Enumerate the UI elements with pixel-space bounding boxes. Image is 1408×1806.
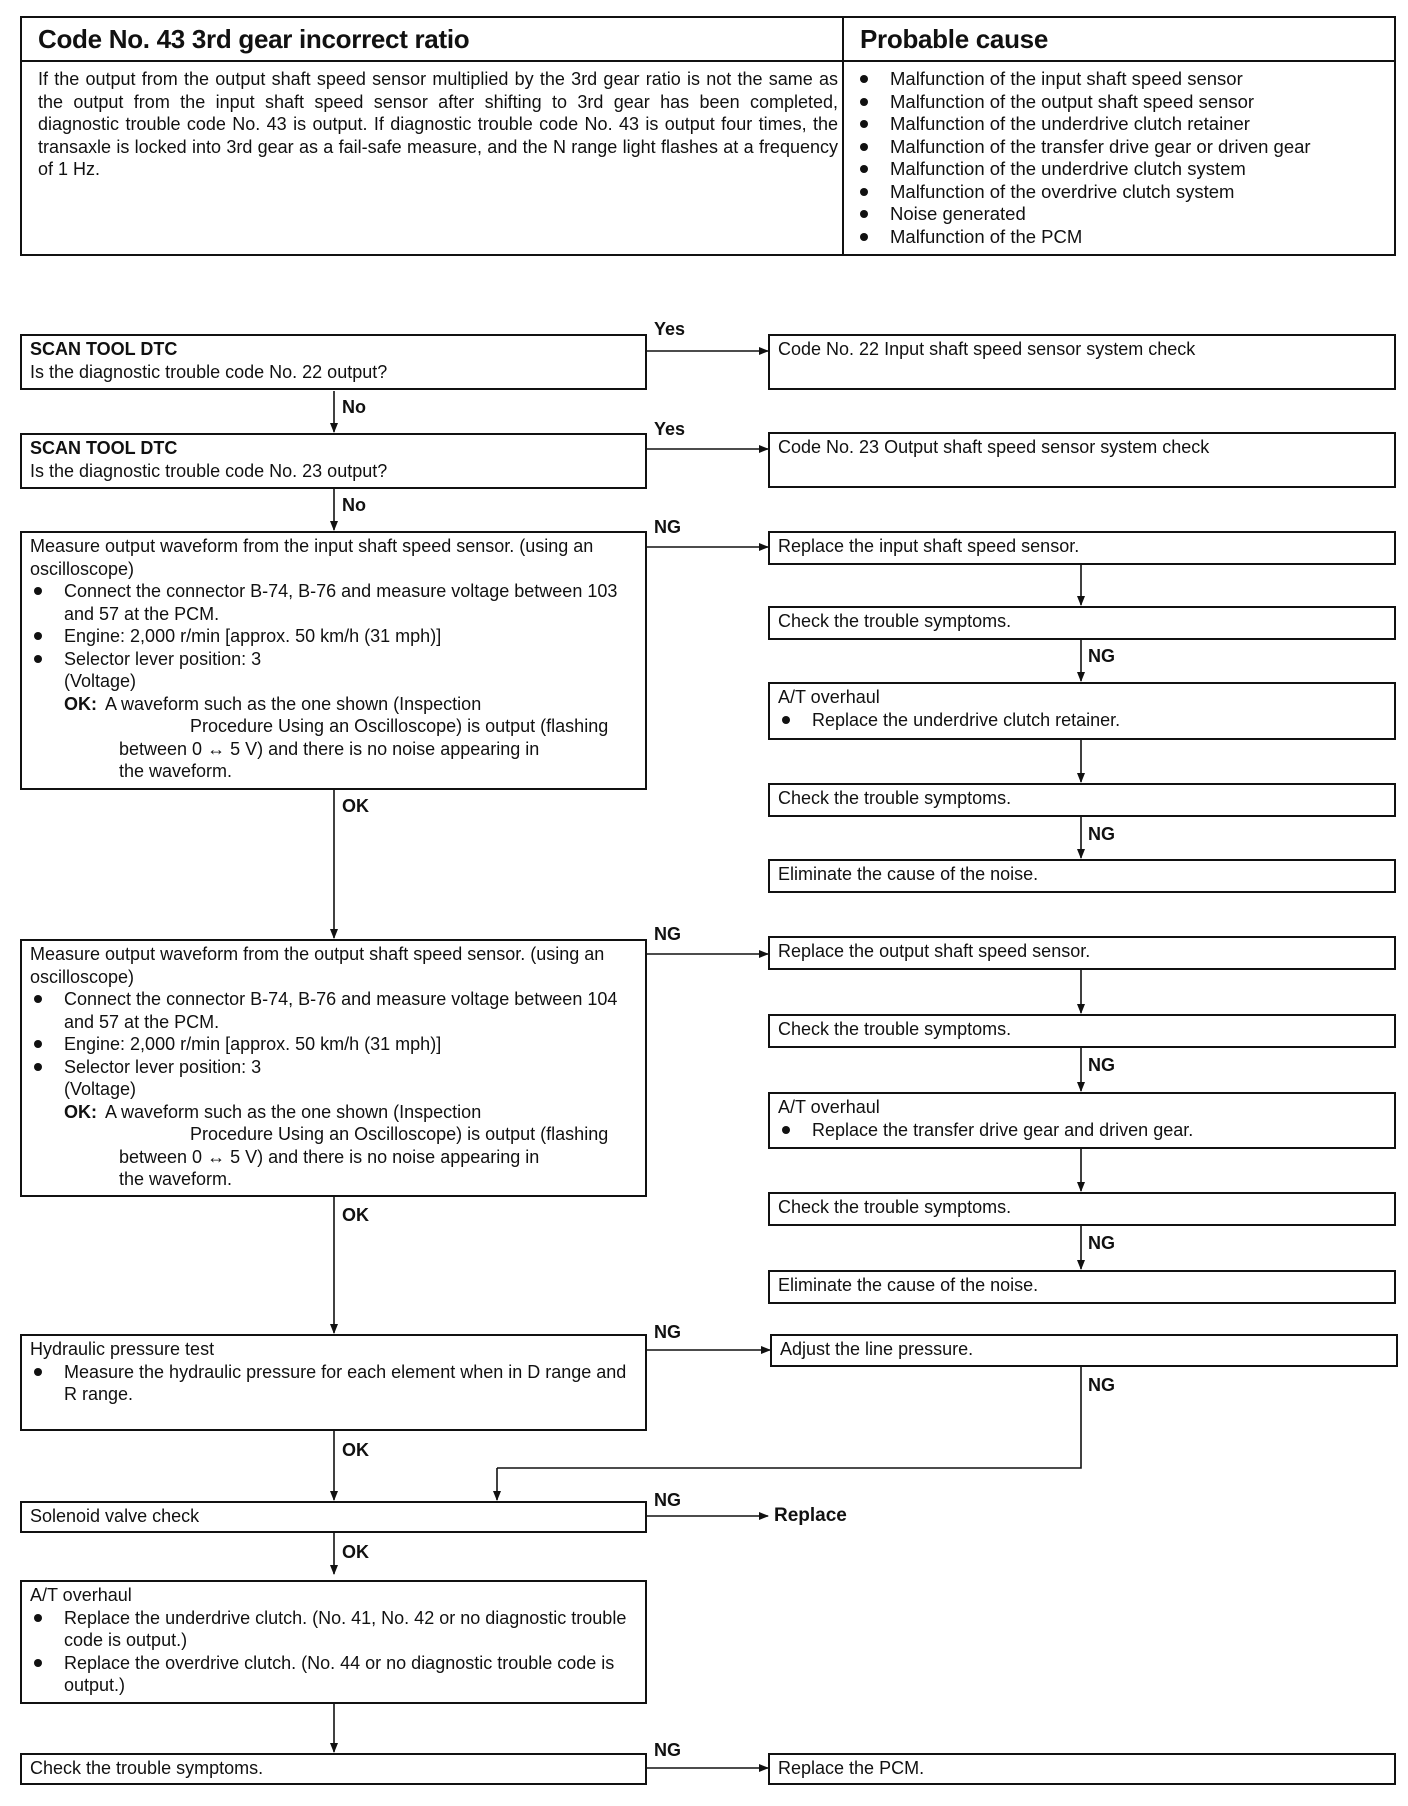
check-symptoms-text: Check the trouble symptoms. (778, 1019, 1012, 1039)
adjust-line-pressure-box (770, 1334, 1398, 1367)
ok-criteria (30, 1101, 637, 1124)
eliminate-noise-text: Eliminate the cause of the noise. (778, 1275, 1039, 1295)
voltage-label: (Voltage) (64, 671, 137, 691)
overhaul-item: Replace the underdrive clutch. (No. 41, No. 42 or no diagnostic trouble code is output.) (30, 1607, 637, 1652)
ng-label: NG (654, 517, 681, 537)
scan23-question: Is the diagnostic trouble code No. 23 output? (30, 460, 388, 481)
adjust-line-pressure-text: Adjust the line pressure. (780, 1339, 974, 1359)
cause-item: Malfunction of the input shaft speed sensor (856, 68, 1394, 91)
check-symptoms-text: Check the trouble symptoms. (778, 611, 1012, 631)
ok-criteria-label: OK: (64, 1101, 97, 1122)
ok-criteria-text: the waveform. (119, 761, 233, 781)
ng-label: NG (654, 924, 681, 944)
replace-input-sensor-text: Replace the input shaft speed sensor. (778, 536, 1080, 556)
check-symptoms-box (768, 606, 1396, 640)
no-label: No (342, 397, 366, 417)
eliminate-noise-box (768, 1270, 1396, 1304)
scan22-question: Is the diagnostic trouble code No. 22 output? (30, 361, 388, 382)
condition-item: Selector lever position: 3 (30, 1056, 637, 1079)
ok-criteria-text: A waveform such as the one shown (Inspection (105, 1101, 482, 1122)
check-symptoms-text: Check the trouble symptoms. (778, 788, 1012, 808)
hydraulic-title: Hydraulic pressure test (30, 1339, 215, 1359)
cause-item: Malfunction of the transfer drive gear or driven gear (856, 136, 1394, 159)
scan23-title: SCAN TOOL DTC (30, 438, 178, 458)
replace-input-sensor-box (768, 531, 1396, 565)
cause-item: Noise generated (856, 203, 1394, 226)
ok-label: OK (342, 1205, 369, 1225)
ng-label: NG (1088, 1233, 1115, 1253)
cause-item: Malfunction of the PCM (856, 226, 1394, 249)
solenoid-valve-check-text: Solenoid valve check (30, 1506, 200, 1526)
check-symptoms-box (768, 1014, 1396, 1048)
yes-label: Yes (654, 419, 686, 439)
ng-label: NG (654, 1322, 681, 1342)
ok-criteria-text: between 0 ↔ 5 V) and there is no noise appearing in (119, 738, 540, 759)
ng-label: NG (1088, 1055, 1115, 1075)
code23-check-box (768, 432, 1396, 488)
at-overhaul-final-box (20, 1580, 647, 1704)
input-waveform-conditions (30, 580, 637, 670)
yes-label: Yes (654, 319, 686, 339)
cause-item: Malfunction of the underdrive clutch retainer (856, 113, 1394, 136)
ok-criteria-text: Procedure Using an Oscilloscope) is output (flashing (190, 716, 609, 736)
code-title: Code No. 43 3rd gear incorrect ratio (22, 18, 842, 62)
check-symptoms-box (768, 1192, 1396, 1226)
hydraulic-pressure-test-box (20, 1334, 647, 1431)
ng-label: NG (654, 1490, 681, 1510)
cause-item: Malfunction of the underdrive clutch system (856, 158, 1394, 181)
ok-label: OK (342, 1542, 369, 1562)
condition-item: Connect the connector B-74, B-76 and measure voltage between 104 and 57 at the PCM. (30, 988, 637, 1033)
solenoid-valve-check-box (20, 1501, 647, 1533)
replace-pcm-text: Replace the PCM. (778, 1758, 925, 1778)
ok-label: OK (342, 1440, 369, 1460)
ng-label: NG (1088, 824, 1115, 844)
at-overhaul-box (768, 1092, 1396, 1149)
ok-criteria-label: OK: (64, 693, 97, 714)
ok-criteria-text: A waveform such as the one shown (Inspection (105, 693, 482, 714)
scan-tool-dtc-22-box (20, 334, 647, 390)
input-waveform-box (20, 531, 647, 790)
code22-check-text: Code No. 22 Input shaft speed sensor system check (778, 339, 1196, 359)
check-symptoms-text: Check the trouble symptoms. (778, 1197, 1012, 1217)
check-symptoms-text: Check the trouble symptoms. (30, 1758, 264, 1778)
code-description: If the output from the output shaft speed sensor multiplied by the 3rd gear ratio is not the same as the output from the input shaft speed sensor after shifting to 3rd gear has been completed, diagnostic trouble code No. 43 is output. If diagnostic trouble code No. 43 is output four times, the transaxle is locked into 3rd gear as a fail-safe measure, and the N range light flashes at a frequency of 1 Hz. (38, 69, 838, 179)
ng-label: NG (1088, 1375, 1115, 1395)
ok-criteria-text: between 0 ↔ 5 V) and there is no noise appearing in (119, 1146, 540, 1167)
output-waveform-box (20, 939, 647, 1197)
hydraulic-item: Measure the hydraulic pressure for each element when in D range and R range. (30, 1361, 637, 1406)
scan-tool-dtc-23-box (20, 433, 647, 489)
ng-label: NG (1088, 646, 1115, 666)
cause-item: Malfunction of the overdrive clutch system (856, 181, 1394, 204)
overhaul-item: Replace the underdrive clutch retainer. (778, 709, 1386, 732)
replace-output-sensor-box (768, 936, 1396, 970)
ok-criteria-text: Procedure Using an Oscilloscope) is output (flashing (190, 1124, 609, 1144)
eliminate-noise-text: Eliminate the cause of the noise. (778, 864, 1039, 884)
condition-item: Selector lever position: 3 (30, 648, 637, 671)
overhaul-item: Replace the transfer drive gear and driven gear. (778, 1119, 1386, 1142)
ok-criteria (30, 693, 637, 716)
scan22-title: SCAN TOOL DTC (30, 339, 178, 359)
ng-label: NG (654, 1740, 681, 1760)
at-overhaul-title: A/T overhaul (778, 1097, 880, 1117)
ok-label: OK (342, 796, 369, 816)
replace-label: Replace (774, 1505, 847, 1526)
condition-item: Engine: 2,000 r/min [approx. 50 km/h (31 mph)] (30, 1033, 637, 1056)
replace-pcm-box (768, 1753, 1396, 1785)
condition-item: Engine: 2,000 r/min [approx. 50 km/h (31 mph)] (30, 625, 637, 648)
output-waveform-conditions (30, 988, 637, 1078)
voltage-label: (Voltage) (64, 1079, 137, 1099)
at-overhaul-box (768, 682, 1396, 740)
input-waveform-title: Measure output waveform from the input shaft speed sensor. (using an oscilloscope) (30, 536, 594, 579)
probable-cause-title: Probable cause (844, 18, 1394, 62)
code23-check-text: Code No. 23 Output shaft speed sensor system check (778, 437, 1210, 457)
code22-check-box (768, 334, 1396, 390)
no-label: No (342, 495, 366, 515)
cause-item: Malfunction of the output shaft speed sensor (856, 91, 1394, 114)
at-overhaul-title: A/T overhaul (778, 687, 880, 707)
output-waveform-title: Measure output waveform from the output shaft speed sensor. (using an oscilloscope) (30, 944, 605, 987)
condition-item: Connect the connector B-74, B-76 and measure voltage between 103 and 57 at the PCM. (30, 580, 637, 625)
at-overhaul-title: A/T overhaul (30, 1585, 132, 1605)
eliminate-noise-box (768, 859, 1396, 893)
check-symptoms-box (768, 783, 1396, 817)
replace-output-sensor-text: Replace the output shaft speed sensor. (778, 941, 1091, 961)
check-symptoms-final-box (20, 1753, 647, 1785)
ok-criteria-text: the waveform. (119, 1169, 233, 1189)
overhaul-item: Replace the overdrive clutch. (No. 44 or no diagnostic trouble code is output.) (30, 1652, 637, 1697)
